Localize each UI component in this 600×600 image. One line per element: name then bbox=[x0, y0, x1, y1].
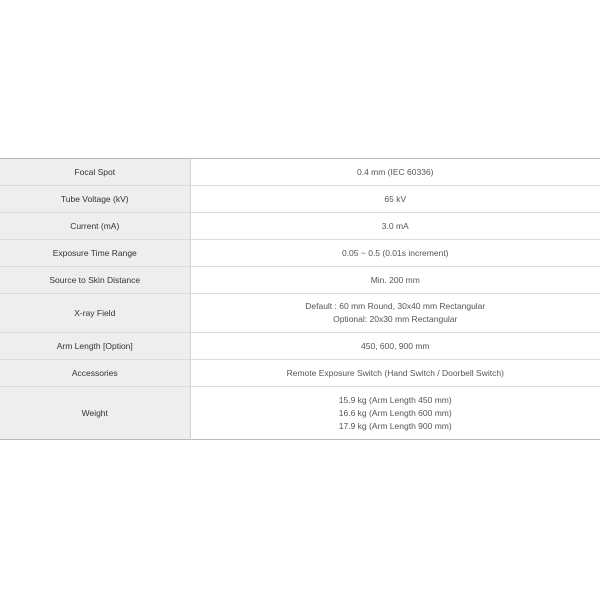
row-weight bbox=[0, 387, 600, 440]
row-current bbox=[0, 213, 600, 240]
spec-label: X-ray Field bbox=[0, 294, 190, 333]
spec-label: Arm Length [Option] bbox=[0, 333, 190, 360]
spec-value bbox=[190, 159, 600, 186]
spec-label: Accessories bbox=[0, 360, 190, 387]
spec-value-line: Optional: 20x30 mm Rectangular bbox=[333, 314, 458, 324]
spec-value bbox=[190, 213, 600, 240]
spec-value-line: 15.9 kg (Arm Length 450 mm) bbox=[338, 394, 452, 405]
spec-value-line: 17.9 kg (Arm Length 900 mm) bbox=[338, 420, 452, 431]
spec-value-line: Remote Exposure Switch (Hand Switch / Doorbell Switch) bbox=[286, 367, 504, 378]
row-focal-spot bbox=[0, 159, 600, 186]
spec-value-line: 16.6 kg (Arm Length 600 mm) bbox=[338, 407, 452, 418]
spec-value-line: 0.05 ~ 0.5 (0.01s increment) bbox=[341, 247, 449, 258]
spec-value-line: 450, 600, 900 mm bbox=[360, 340, 430, 351]
row-xray-field bbox=[0, 294, 600, 333]
spec-label: Current (mA) bbox=[0, 213, 190, 240]
row-accessories bbox=[0, 360, 600, 387]
spec-value bbox=[190, 240, 600, 267]
spec-value bbox=[190, 360, 600, 387]
spec-value bbox=[190, 186, 600, 213]
spec-value-line: 3.0 mA bbox=[381, 220, 409, 231]
spec-value bbox=[190, 267, 600, 294]
spec-value bbox=[190, 387, 600, 440]
spec-value-line: 0.4 mm (IEC 60336) bbox=[356, 166, 434, 177]
row-tube-voltage bbox=[0, 186, 600, 213]
spec-label: Weight bbox=[0, 387, 190, 440]
spec-label: Tube Voltage (kV) bbox=[0, 186, 190, 213]
spec-table bbox=[0, 158, 600, 440]
row-source-skin-distance bbox=[0, 267, 600, 294]
spec-label: Exposure Time Range bbox=[0, 240, 190, 267]
spec-value bbox=[190, 294, 600, 333]
row-exposure-time bbox=[0, 240, 600, 267]
spec-label: Focal Spot bbox=[0, 159, 190, 186]
spec-value bbox=[190, 333, 600, 360]
spec-value-line: 65 kV bbox=[384, 193, 407, 204]
row-arm-length bbox=[0, 333, 600, 360]
spec-label: Source to Skin Distance bbox=[0, 267, 190, 294]
spec-value-line: Default : 60 mm Round, 30x40 mm Rectangular bbox=[305, 301, 486, 311]
spec-value-line: Min. 200 mm bbox=[370, 274, 420, 285]
